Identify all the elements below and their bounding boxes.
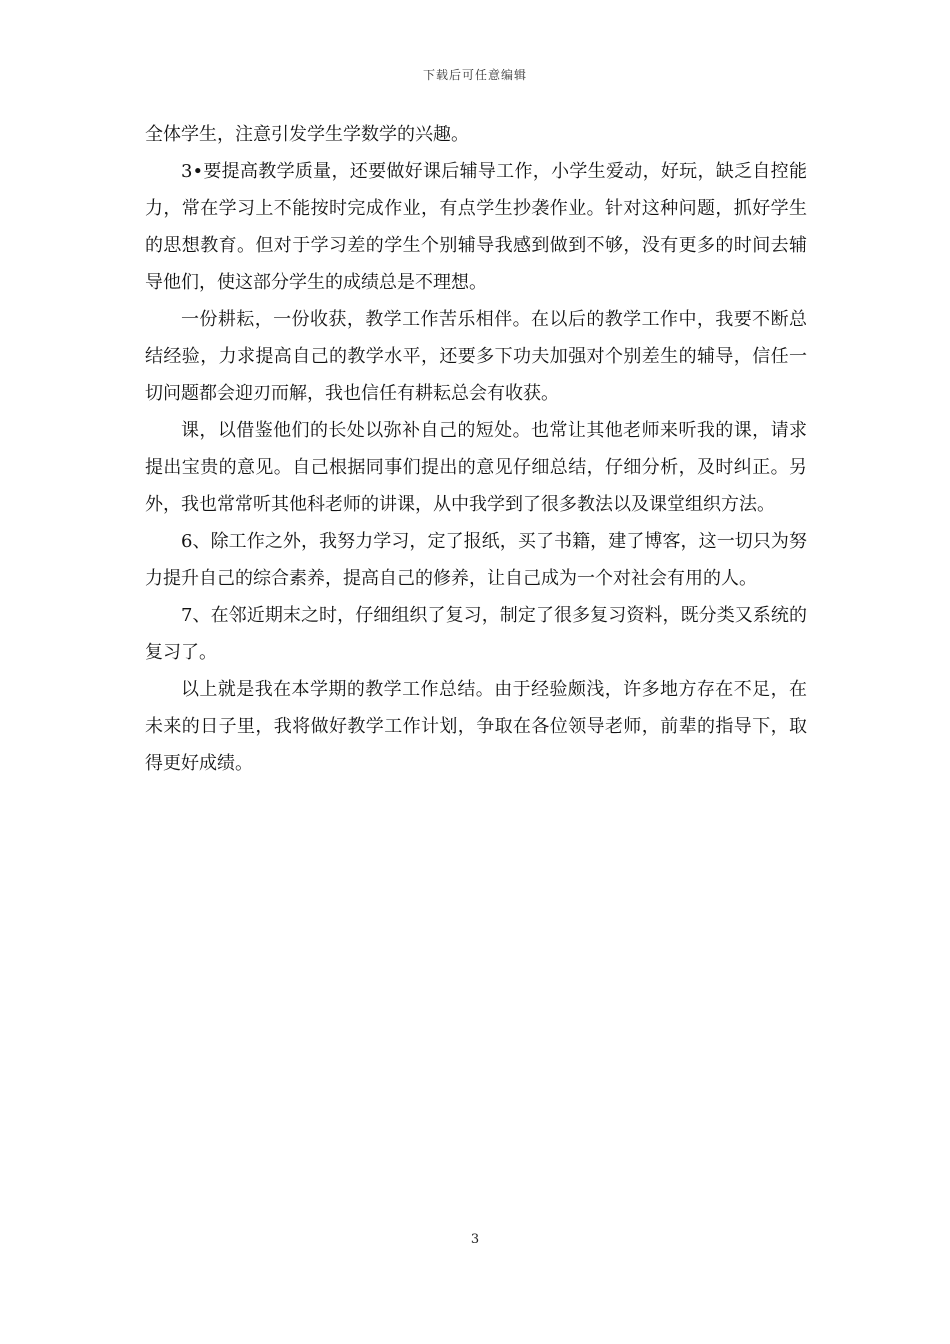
paragraph-item-6-self-study: 6、除工作之外，我努力学习，定了报纸，买了书籍，建了博客，这一切只为努力提升自己的综合素养，提高自己的修养，让自己成为一个对社会有用的人。 — [145, 531, 807, 589]
page-header-note: 下载后可任意编辑 — [422, 68, 527, 82]
document-body — [145, 116, 807, 782]
paragraph-continuation: 全体学生，注意引发学生学数学的兴趣。 — [145, 124, 469, 145]
paragraph-reflection: 一份耕耘，一份收获，教学工作苦乐相伴。在以后的教学工作中，我要不断总结经验，力求提高自己的教学水平，还要多下功夫加强对个别差生的辅导，信任一切问题都会迎刃而解，我也信任有耕耘总会有收获。 — [145, 309, 807, 404]
paragraph-conclusion: 以上就是我在本学期的教学工作总结。由于经验颇浅，许多地方存在不足，在未来的日子里，我将做好教学工作计划，争取在各位领导老师，前辈的指导下，取得更好成绩。 — [145, 679, 807, 774]
page-number: 3 — [470, 1232, 480, 1247]
paragraph-item-3-tutoring: 3•要提高教学质量，还要做好课后辅导工作，小学生爱动，好玩，缺乏自控能力，常在学习上不能按时完成作业，有点学生抄袭作业。针对这种问题，抓好学生的思想教育。但对于学习差的学生个别辅导我感到做到不够，没有更多的时间去辅导他们，使这部分学生的成绩总是不理想。 — [145, 161, 807, 293]
paragraph-observation: 课，以借鉴他们的长处以弥补自己的短处。也常让其他老师来听我的课，请求提出宝贵的意见。自己根据同事们提出的意见仔细总结，仔细分析，及时纠正。另外，我也常常听其他科老师的讲课，从中我学到了很多教法以及课堂组织方法。 — [145, 420, 807, 515]
paragraph-item-7-review: 7、在邻近期末之时，仔细组织了复习，制定了很多复习资料，既分类又系统的复习了。 — [145, 605, 807, 663]
